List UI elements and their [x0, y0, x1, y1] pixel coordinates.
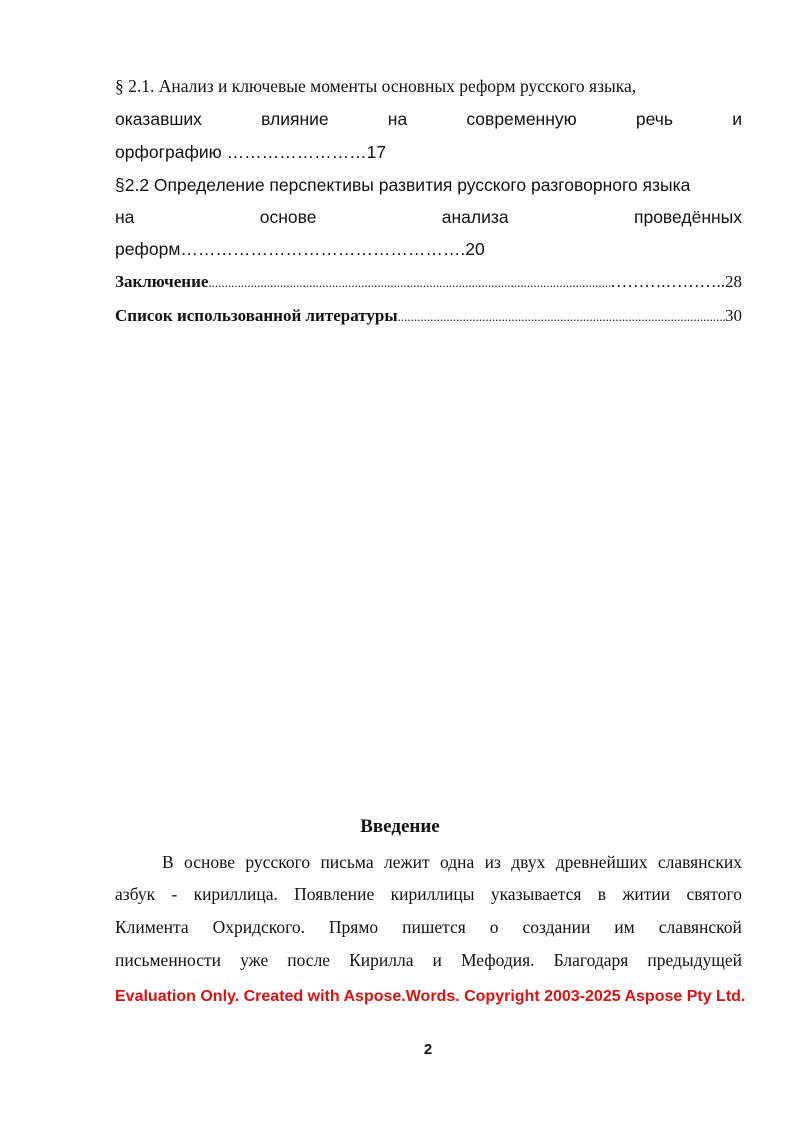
word: житии: [622, 884, 671, 904]
word: русского: [245, 852, 311, 872]
toc-entry-2-2-line-1: [115, 175, 742, 196]
word: кириллица.: [193, 884, 278, 904]
toc-leader-dots: [398, 309, 725, 325]
toc-entry-2-2-line-2: [115, 207, 742, 228]
intro-paragraph-line-4: [115, 950, 742, 971]
word: оказавших: [115, 109, 202, 129]
word: одна: [439, 852, 475, 872]
word: уже: [240, 950, 269, 970]
toc-entry-2-1-line-3: [115, 142, 742, 163]
toc-entry-2-2-text-1: §2.2 Определение перспективы развития русского разговорного языка: [115, 175, 691, 195]
word: указывается: [490, 884, 582, 904]
word: влияние: [261, 109, 329, 129]
word: -: [171, 884, 178, 904]
word: речь: [635, 109, 674, 129]
evaluation-watermark: Evaluation Only. Created with Aspose.Words. Copyright 2003-2025 Aspose Pty Ltd.: [115, 988, 746, 1005]
word: В: [162, 852, 174, 872]
word: Кирилла: [349, 950, 414, 970]
word: анализа: [441, 207, 509, 227]
toc-entry-2-2-page: реформ………………………………………….20: [115, 239, 485, 259]
toc-entry-2-2-line-3: [115, 239, 742, 260]
word: славянской: [658, 917, 742, 937]
toc-entry-references: [115, 306, 742, 326]
word: из: [484, 852, 501, 872]
word: Прямо: [328, 917, 379, 937]
intro-paragraph-line-1: [162, 852, 742, 873]
word: Климента: [115, 917, 189, 937]
word: на: [387, 109, 408, 129]
word: им: [614, 917, 635, 937]
word: и: [732, 109, 742, 129]
toc-entry-conclusion: [115, 272, 742, 292]
word: в: [597, 884, 607, 904]
word: на: [115, 207, 135, 227]
word: создании: [522, 917, 591, 937]
word: и: [432, 950, 442, 970]
word: лежит: [384, 852, 430, 872]
word: письма: [320, 852, 374, 872]
word: письменности: [115, 950, 222, 970]
word: азбук: [115, 884, 156, 904]
toc-references-page: 30: [725, 306, 742, 325]
toc-entry-2-1-page: орфографию ……………………17: [115, 142, 387, 162]
toc-entry-2-1-text-1: § 2.1. Анализ и ключевые моменты основных реформ русского языка,: [115, 76, 637, 96]
toc-leader-dots: [208, 275, 610, 291]
word: основе: [259, 207, 317, 227]
word: Мефодия.: [460, 950, 535, 970]
toc-entry-2-1-line-1: [115, 76, 742, 97]
word: основе: [184, 852, 236, 872]
word: Появление: [294, 884, 375, 904]
word: о: [489, 917, 499, 937]
intro-paragraph-line-2: [115, 884, 742, 905]
word: Благодаря: [553, 950, 629, 970]
word: двух: [511, 852, 546, 872]
word: Охридского.: [212, 917, 305, 937]
word: кириллицы: [390, 884, 475, 904]
toc-references-title: Список использованной литературы: [115, 306, 398, 325]
toc-conclusion-page: ……….………..28: [610, 272, 742, 291]
word: проведённых: [633, 207, 742, 227]
word: предыдущей: [647, 950, 742, 970]
word: после: [287, 950, 331, 970]
toc-conclusion-title: Заключение: [115, 272, 209, 291]
toc-entry-2-1-line-2: [115, 109, 742, 130]
section-heading: Введение: [360, 816, 440, 837]
word: славянских: [657, 852, 742, 872]
word: современную: [466, 109, 577, 129]
word: пишется: [402, 917, 466, 937]
page-number: 2: [423, 1041, 433, 1058]
word: древнейших: [555, 852, 648, 872]
intro-paragraph-line-3: [115, 917, 742, 938]
word: святого: [686, 884, 742, 904]
